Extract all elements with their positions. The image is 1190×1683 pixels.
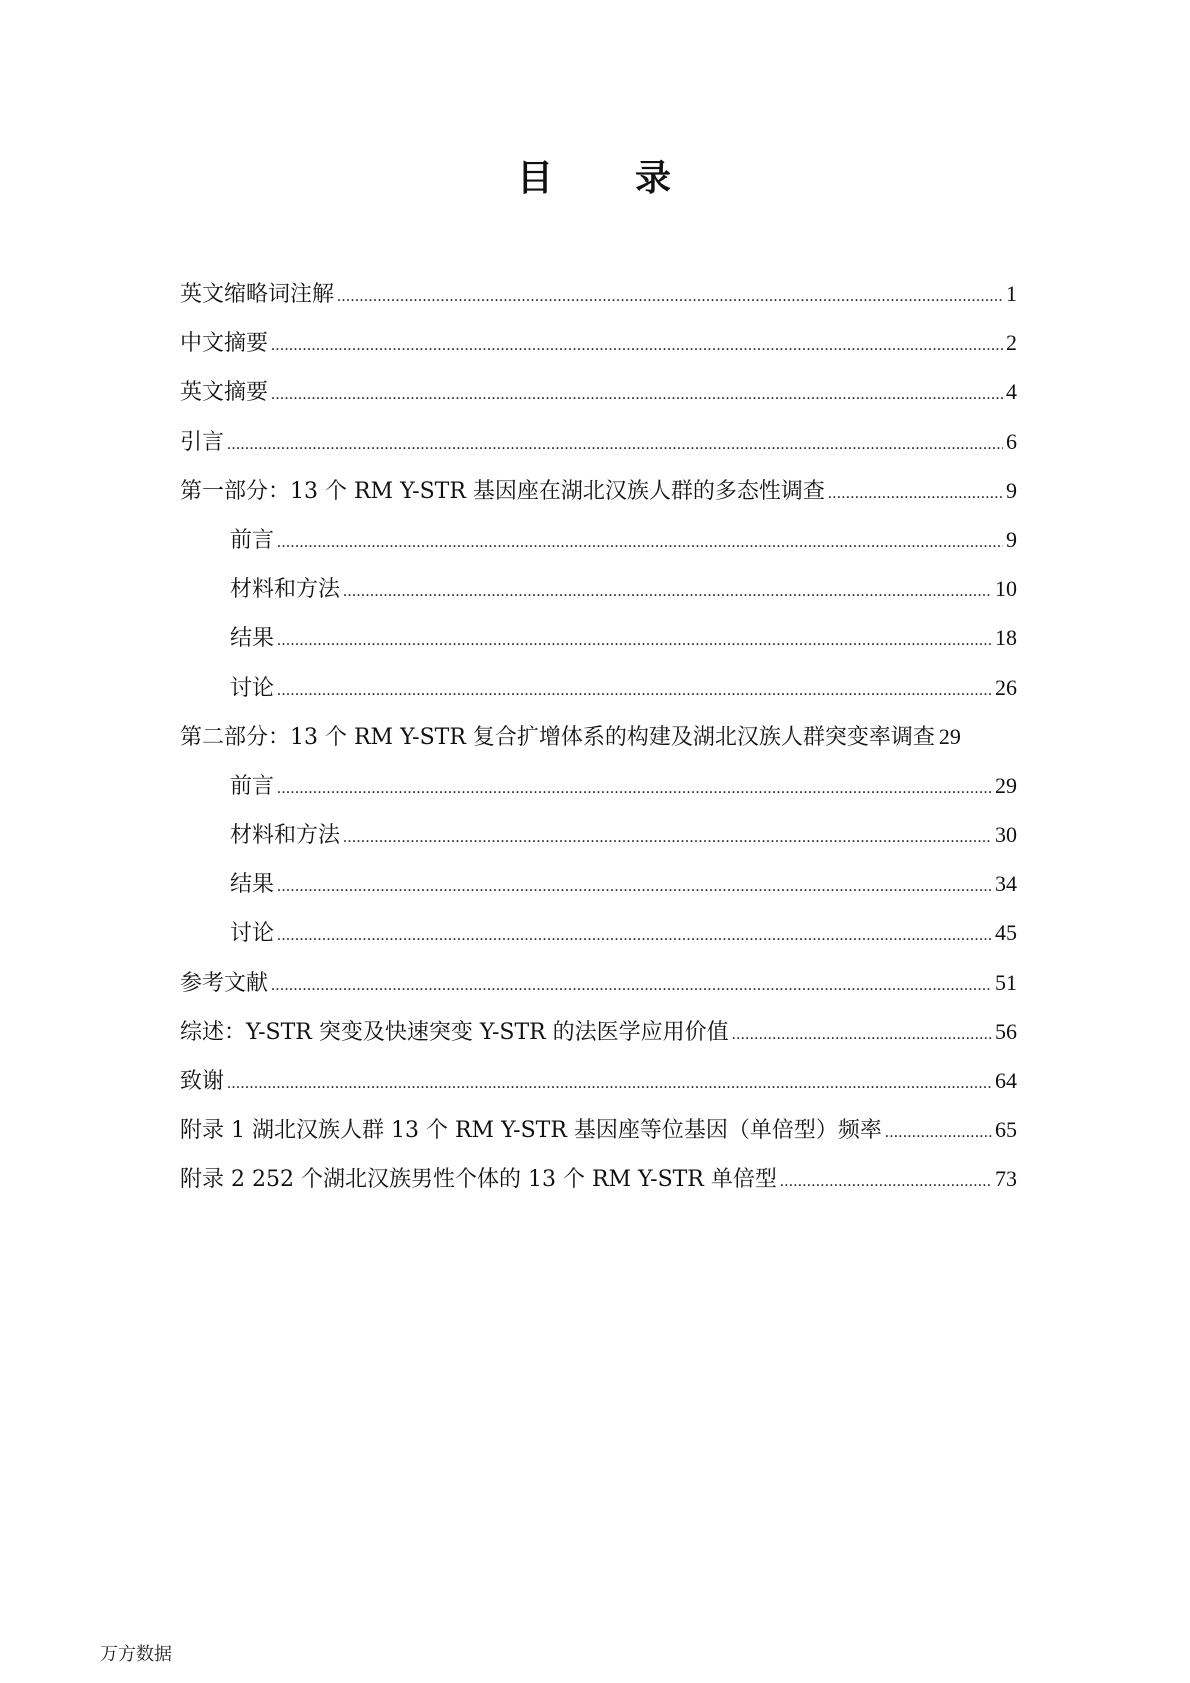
toc-entry-part-one-methods[interactable] — [180, 574, 1017, 623]
toc-entry-chinese-abstract[interactable] — [180, 328, 1017, 377]
toc-entry-page: 64 — [995, 1068, 1017, 1093]
toc-entry-page: 1 — [1006, 281, 1017, 306]
toc-entry-part-two-discussion[interactable] — [180, 918, 1017, 967]
toc-entry-page: 2 — [1006, 330, 1017, 356]
toc-entry-part-two-results[interactable] — [180, 869, 1017, 918]
toc-entry-page: 4 — [1006, 379, 1017, 405]
toc-entry-part-two[interactable] — [180, 722, 1017, 771]
toc-entry-acknowledgements[interactable] — [180, 1066, 1017, 1115]
toc-entry-page: 45 — [995, 920, 1017, 946]
toc-entry-label: 英文摘要 — [180, 380, 269, 406]
page-title — [0, 150, 1190, 201]
toc-entry-part-one[interactable] — [180, 476, 1017, 525]
toc-entry-part-two-methods[interactable] — [180, 820, 1017, 869]
toc-dot-leader — [885, 1118, 992, 1148]
toc-entry-page: 18 — [995, 625, 1017, 651]
toc-entry-page: 6 — [1006, 428, 1017, 454]
toc-entry-label: 前言 — [230, 773, 275, 799]
toc-entry-label: 材料和方法 — [230, 823, 341, 849]
toc-entry-appendix-1[interactable] — [180, 1115, 1017, 1164]
toc-dot-leader — [343, 577, 992, 607]
toc-entry-page: 30 — [995, 822, 1017, 848]
toc-entry-page: 73 — [995, 1166, 1017, 1192]
toc-entry-page: 10 — [995, 576, 1017, 602]
toc-entry-introduction[interactable] — [180, 427, 1017, 476]
toc-entry-english-abstract[interactable] — [180, 377, 1017, 426]
toc-dot-leader — [277, 774, 992, 804]
toc-entry-label: 综述：Y-STR 突变及快速突变 Y-STR 的法医学应用价值 — [180, 1019, 729, 1045]
toc-entry-part-two-preface[interactable] — [180, 771, 1017, 820]
toc-dot-leader — [277, 676, 992, 706]
toc-entry-page: 34 — [995, 871, 1017, 897]
toc-entry-label: 附录 2 252 个湖北汉族男性个体的 13 个 RM Y-STR 单倍型 — [180, 1167, 777, 1193]
toc-entry-part-one-results[interactable] — [180, 623, 1017, 672]
toc-entry-label: 材料和方法 — [230, 577, 341, 603]
toc-dot-leader — [337, 282, 1003, 312]
toc-entry-label: 致谢 — [180, 1069, 225, 1094]
toc-entry-label: 英文缩略词注解 — [180, 282, 335, 307]
title-char-2: 录 — [635, 157, 674, 199]
table-of-contents — [180, 279, 1017, 1214]
toc-entry-page: 29 — [995, 772, 1017, 798]
toc-entry-label: 中文摘要 — [180, 331, 269, 357]
toc-dot-leader — [277, 872, 992, 902]
toc-entry-appendix-2[interactable] — [180, 1164, 1017, 1213]
toc-entry-part-one-preface[interactable] — [180, 525, 1017, 574]
toc-dot-leader — [227, 430, 1003, 460]
toc-entry-page: 29 — [938, 723, 961, 749]
toc-entry-label: 第一部分：13 个 RM Y-STR 基因座在湖北汉族人群的多态性调查 — [180, 478, 825, 504]
toc-entry-part-one-discussion[interactable] — [180, 673, 1017, 722]
toc-dot-leader — [780, 1167, 992, 1197]
toc-dot-leader — [277, 626, 992, 656]
toc-entry-label: 前言 — [230, 527, 275, 553]
toc-dot-leader — [277, 921, 992, 951]
toc-dot-leader — [277, 528, 1003, 558]
toc-entry-label: 引言 — [180, 429, 225, 455]
toc-entry-label: 讨论 — [230, 921, 275, 947]
toc-entry-page: 9 — [1006, 477, 1017, 503]
toc-dot-leader — [271, 380, 1003, 410]
toc-entry-page: 51 — [995, 969, 1017, 995]
toc-dot-leader — [271, 331, 1003, 361]
title-char-1: 目 — [516, 157, 555, 199]
toc-entry-references[interactable] — [180, 968, 1017, 1017]
toc-dot-leader — [343, 823, 992, 853]
toc-dot-leader — [271, 971, 992, 1001]
toc-entry-page: 9 — [1006, 526, 1017, 552]
toc-entry-label: 参考文献 — [180, 970, 269, 996]
toc-entry-abbreviations[interactable] — [180, 279, 1017, 328]
toc-entry-page: 56 — [995, 1018, 1017, 1044]
toc-entry-review[interactable] — [180, 1017, 1017, 1066]
toc-entry-page: 26 — [995, 674, 1017, 700]
toc-entry-label: 第二部分：13 个 RM Y-STR 复合扩增体系的构建及湖北汉族人群突变率调查 — [180, 724, 935, 750]
watermark-text: 万方数据 — [100, 1644, 172, 1665]
toc-entry-label: 结果 — [230, 872, 275, 898]
toc-entry-page: 65 — [995, 1117, 1017, 1143]
toc-entry-label: 结果 — [230, 626, 275, 652]
toc-entry-label: 附录 1 湖北汉族人群 13 个 RM Y-STR 基因座等位基因（单倍型）频率 — [180, 1118, 882, 1144]
toc-dot-leader — [227, 1069, 992, 1099]
toc-dot-leader — [828, 479, 1003, 509]
toc-dot-leader — [732, 1020, 992, 1050]
toc-entry-label: 讨论 — [230, 675, 275, 701]
